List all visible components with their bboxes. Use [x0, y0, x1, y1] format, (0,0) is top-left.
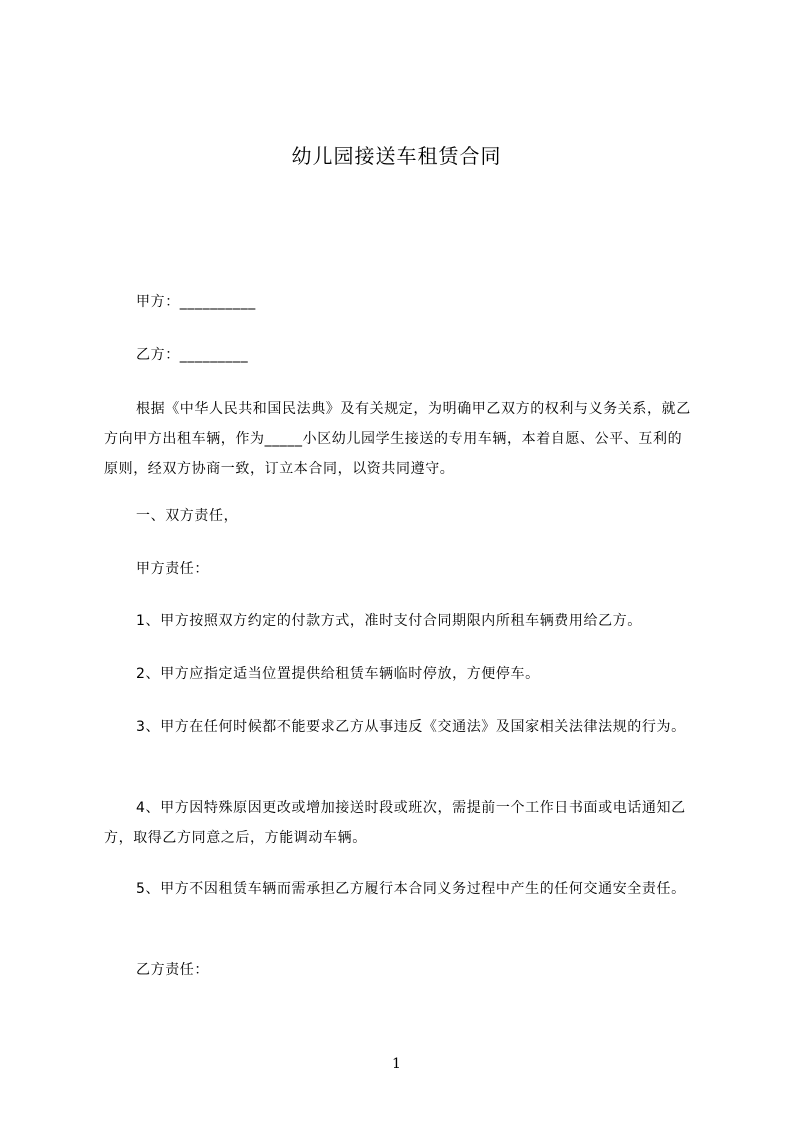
duty-clause: 2、甲方应指定适当位置提供给租赁车辆临时停放，方便停车。: [136, 666, 540, 682]
duty-clause: 3、甲方在任何时候都不能要求乙方从事违反《交通法》及国家相关法律法规的行为。: [136, 719, 686, 735]
document-title: 幼儿园接送车租赁合同: [291, 144, 502, 168]
section-heading: 一、双方责任，: [136, 508, 239, 524]
preamble-paragraph: 根据《中华人民共和国民法典》及有关规定，为明确甲乙双方的权利与义务关系，就乙方向甲方出租车辆，作为_____小区幼儿园学生接送的专用车辆，本着自愿、公平、互利的原则，经双方协商一致，订立本合同，以资共同遵守。: [104, 401, 691, 477]
page-number: 1: [392, 1056, 401, 1072]
party-a-line: 甲方：__________: [136, 294, 256, 310]
duty-clause: 1、甲方按照双方约定的付款方式，准时支付合同期限内所租车辆费用给乙方。: [136, 613, 642, 629]
party-a-duties-heading: 甲方责任：: [136, 561, 209, 577]
duty-clause: 4、甲方因特殊原因更改或增加接送时段或班次，需提前一个工作日书面或电话通知乙方，取得乙方同意之后，方能调动车辆。: [104, 800, 686, 846]
party-b-line: 乙方：_________: [136, 347, 249, 363]
duty-clause: 5、甲方不因租赁车辆而需承担乙方履行本合同义务过程中产生的任何交通安全责任。: [136, 881, 686, 897]
party-b-duties-heading: 乙方责任：: [136, 962, 209, 978]
